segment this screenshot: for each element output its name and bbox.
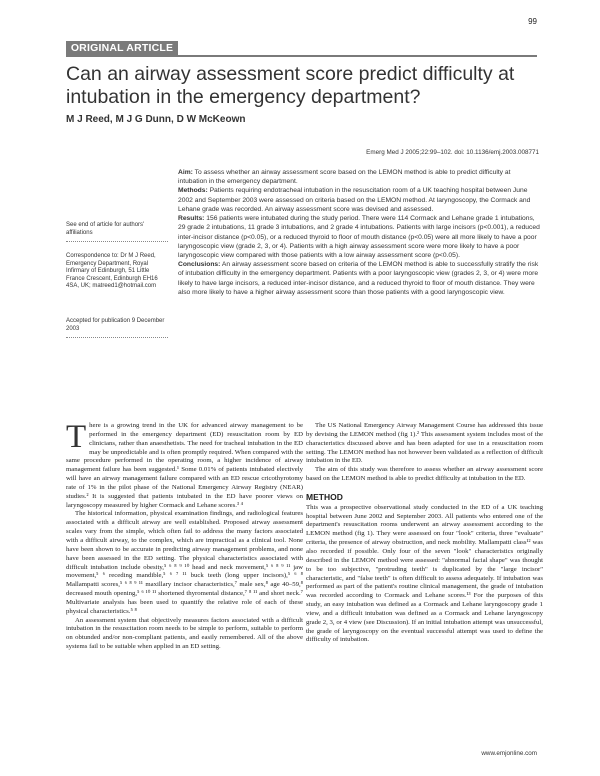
body-paragraph: The US National Emergency Airway Management Course has addressed this issue by devising the LEMON method (fig 1).² This assessment system includes most of the characteristics discussed above and has been adapted for use in a resuscitation room setting. The LEMON method has not however been validated as a reflection of difficult intubation in the ED.: [306, 422, 543, 465]
article-title: Can an airway assessment score predict difficulty at intubation in the emergency department?: [66, 63, 515, 108]
abstract-aim: [178, 168, 540, 186]
abstract-conclusions: [178, 260, 540, 297]
journal-citation: Emerg Med J 2005;22:99–102. doi: 10.1136/emj.2003.008771: [366, 149, 539, 156]
sidebar-correspondence: [66, 253, 168, 291]
abstract-methods: [178, 186, 540, 214]
body-paragraph: The historical information, physical examination findings, and radiological features associated with a difficult airway are well established. Proposed airway assessment scales vary from the simple, which often fail to address the many factors associated with a difficult airway, to the complex, which are impractical as a clinical tool. None have been shown to be accurate in predicting airway management problems, and none have been assessed in the ED setting. The physical characteristics associated with difficult intubation include obesity,⁵ ⁶ ⁸ ⁹ ¹⁰ head and neck movement,⁵ ⁶ ⁸ ⁹ ¹¹ jaw movement,⁵ ⁶ receding mandible,⁵ ⁶ ⁷ ¹¹ buck teeth (long upper incisors),⁵ ⁶ ⁸ Mallampatti scores,⁵ ⁶ ⁸ ⁹ ¹¹ maxillary incisor characteristics,⁷ male sex,⁸ age 40–59,⁸ decreased mouth opening,⁵ ⁶ ¹⁰ ¹¹ shortened thyromental distance,⁷ ⁸ ¹¹ and short neck.⁷ Multivariate analysis has been used to quantify the relative role of each of these physical characteristics.⁵ ⁸: [66, 510, 303, 615]
body-paragraph: This was a prospective observational study conducted in the ED of a UK teaching hospital between June 2002 and September 2003. All patients who entered one of the department's resuscitation rooms underwent an airway assessment according to the LEMON method (fig 1). They were assessed on four "look" criteria, three "evaluate" criteria, the presence of airway obstruction, and neck mobility. Mallampatti class¹² was also recorded if possible. Only four of the seven "look" characteristics originally described in the LEMON method were assessed: "abnormal facial shape" was thought to be too subjective, "protruding teeth" is duplicated by the "large incisor" characteristic, and "false teeth" is often difficult to assess adequately. If intubation was performed as part of the patient's routine clinical management, the grade of intubation was recorded according to Cormack and Lehane scores.¹³ For the purposes of this study, an easy intubation was defined as a Cormack and Lehane laryngoscopy grade 1 view, and a difficult intubation was defined as a Cormack and Lehane laryngoscopy grade 2, 3, or 4 view (see Discussion). If an initial intubation attempt was unsuccessful, the grade of laryngoscopy on the eventual successful attempt was used to define the difficulty of intubation.: [306, 503, 543, 644]
accepted-note: Accepted for publication 9 December 2003: [66, 318, 165, 332]
body-paragraph: An assessment system that objectively measures factors associated with a difficult intubation in the resuscitation room needs to be simple to perform, suitable to perform on obtunded and/or non-compliant patients, and easily remembered. All of the above systems fail to be suitable when applied in an ED setting.: [66, 616, 303, 651]
drop-cap: T: [66, 419, 87, 455]
sidebar-see-end: [66, 222, 168, 242]
results-text: 156 patients were intubated during the study period. There were 114 Cormack and Lehane grade 1 intubations, 29 grade 2 intubations, 11 grade 3 intubations, and 2 grade 4 intubations. Patients with large incisors (p<0.001), a reduced inter-incisor distance (p<0.05), or a reduced thyroid to floor of mouth distance (p<0.05) were all more likely to have a poor laryngoscopic view (grade 2, 3, or 4). Patients with a high airway assessment score were more likely to have a poor laryngoscopic view compared with those patients with a low airway assessment score (p<0.05).: [178, 215, 540, 259]
abstract: [178, 168, 540, 297]
abstract-results: [178, 214, 540, 260]
right-column: [306, 422, 543, 645]
methods-text: Patients requiring endotracheal intubation in the resuscitation room of a UK teaching hospital between June 2002 and September 2003 were assessed on criteria based on the LEMON method. At laryngoscopy, the Cormack and Lehane grade was recorded. An airway assessment score was devised and assessed.: [178, 187, 531, 213]
body-paragraph: [66, 419, 303, 510]
sidebar-divider: [66, 241, 168, 242]
conclusions-text: An airway assessment score based on criteria of the LEMON method is able to successfully stratify the risk of intubation difficulty in the emergency department. Patients with a poor laryngoscopic view (grades 2, 3, or 4) were more likely to have large incisors, a reduced inter-incisor distance, and a reduced thyroid to floor of mouth distance. They were also more likely to have a higher airway assessment score than those patients with a good laryngoscopic view.: [178, 261, 539, 296]
results-label: Results:: [178, 215, 205, 223]
sidebar-divider: [66, 337, 168, 338]
section-badge: ORIGINAL ARTICLE: [66, 41, 178, 55]
footer-url: www.emjonline.com: [481, 750, 537, 757]
article-authors: M J Reed, M J G Dunn, D W McKeown: [66, 114, 246, 125]
methods-label: Methods:: [178, 187, 208, 195]
method-heading: METHOD: [306, 491, 343, 502]
see-end-note: See end of article for authors' affiliations: [66, 222, 145, 236]
left-column: [66, 419, 303, 652]
body-paragraph: The aim of this study was therefore to assess whether an airway assessment score based on the LEMON method is able to predict difficulty at intubation in the ED.: [306, 466, 543, 483]
header-rule: [66, 55, 537, 57]
aim-label: Aim:: [178, 169, 193, 176]
conclusions-label: Conclusions:: [178, 261, 221, 269]
sidebar-accepted: [66, 318, 168, 338]
paragraph-text: here is a growing trend in the UK for advanced airway management to be performed in the emergency department (ED) resuscitation room by ED clinicians, rather than anaesthetists. The need for tracheal intubation in the ED may be unpredictable and is often promptly required. When compared with the same procedure performed in the operating room, a higher incidence of airway management failure has been suggested.¹ Some 0.01% of patients intubated electively will have an airway management failure compared with an ED rescue cricothyrotomy rate of 1% in the pilot phase of the National Emergency Airway Registry (NEAR) studies.² It is suggested that patients intubated in the ED have poorer views on laryngoscopy measured by higher Cormack and Lehane scores.³ ⁴: [66, 422, 303, 509]
aim-text: To assess whether an airway assessment score based on the LEMON method is able to predict difficulty at intubation in the emergency department.: [178, 169, 511, 186]
correspondence-note: Correspondence to: Dr M J Reed, Emergency Department, Royal Infirmary of Edinburgh, 51 Little France Crescent, Edinburgh EH16 4SA, UK; matreed1@hotmail.com: [66, 253, 158, 290]
page-number: 99: [528, 17, 537, 26]
